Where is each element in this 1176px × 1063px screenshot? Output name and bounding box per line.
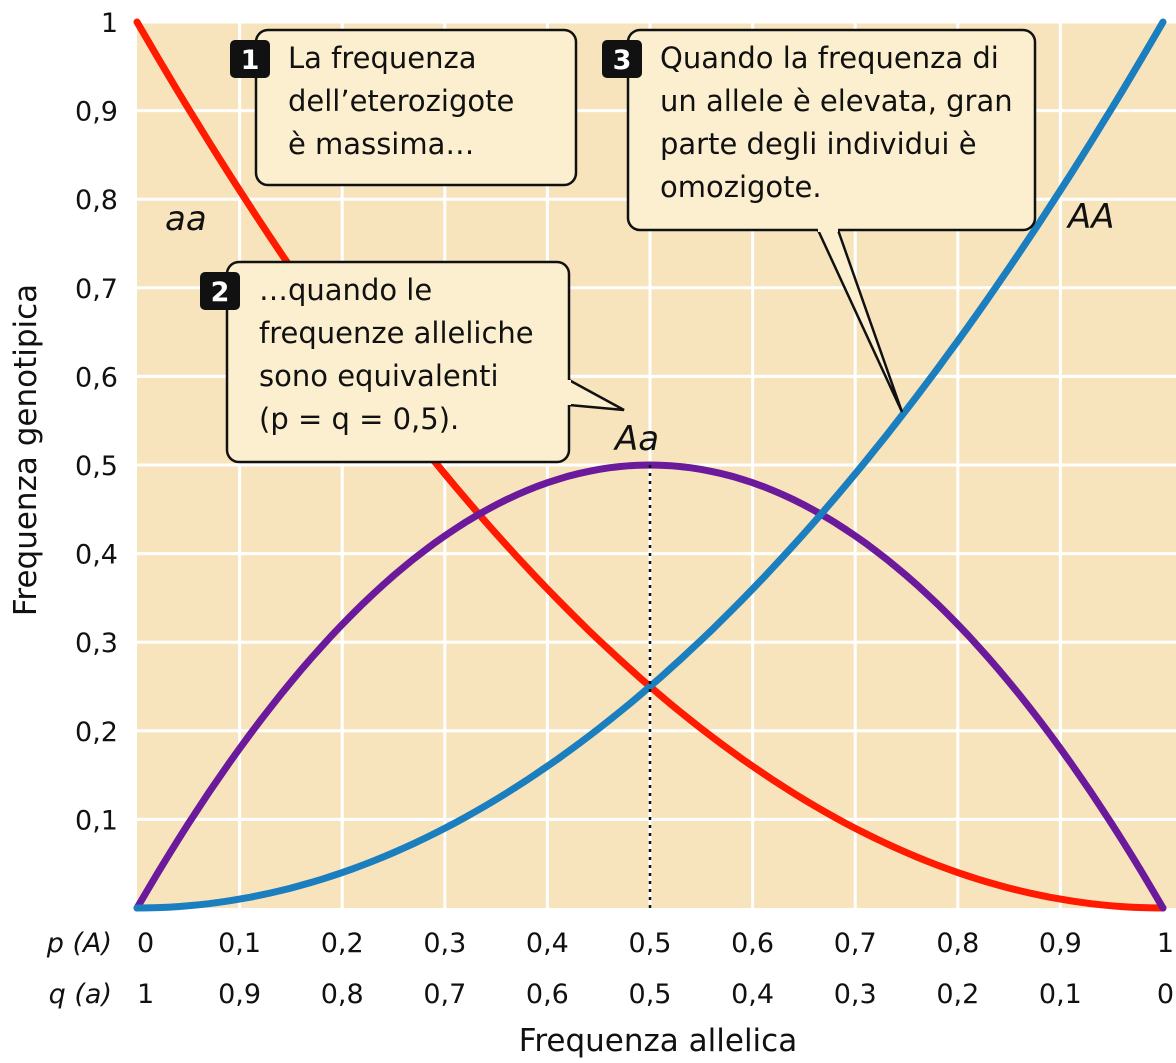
x-tick-label: 0,8 [320,979,364,1010]
y-tick-label: 0,2 [75,716,118,748]
curve-label-aa: aa [165,199,207,239]
x-tick-label: 0 [1156,979,1174,1010]
x-tick-label: 0,3 [833,979,877,1010]
x-tick-label: 0,1 [1038,979,1082,1010]
x-tick-label: 1 [137,979,155,1010]
callout-line: La frequenza [288,41,477,75]
y-tick-label: 0,5 [75,451,118,482]
x-tick-label: 0,2 [320,928,364,959]
x-tick-label: 0,2 [936,979,980,1010]
callout-line: frequenze alleliche [259,316,534,350]
y-tick-label: 0,7 [75,273,118,305]
y-tick-label: 0,9 [75,96,118,128]
x-tick-label: 0,3 [423,928,467,959]
callout-line: è massima… [288,127,475,161]
x-tick-label: 0,4 [525,928,569,959]
y-tick-label: 0,3 [75,628,118,660]
x-tick-label: 0,9 [1038,928,1082,959]
callout-line: …quando le [259,273,433,307]
callout-line: Quando la frequenza di [660,41,999,75]
x-tick-label: 0,1 [218,928,262,959]
x-tick-label: 0,7 [833,928,877,959]
callout-line: sono equivalenti [259,359,499,393]
x-tick-label: 1 [1156,928,1174,959]
callout-line: un allele è elevata, gran [660,84,1013,118]
x-row-name: q (a) [48,979,112,1010]
callout-line: (p = q = 0,5). [259,402,460,436]
x-row-name: p (A) [46,928,112,959]
callout-badge-number: 3 [612,45,632,76]
x-tick-label: 0,6 [731,928,775,959]
callout-line: omozigote. [660,170,822,204]
curve-label-Aa: Aa [615,419,660,459]
y-tick-labels [75,8,118,836]
x-tick-label: 0,7 [423,979,467,1010]
x-tick-label: 0,6 [525,979,569,1010]
callout-badge-number: 2 [210,277,230,308]
callout-2 [200,262,624,462]
x-tick-label: 0,9 [218,979,262,1010]
x-tick-labels [46,928,1174,1010]
y-tick-label: 0,8 [75,185,118,217]
callout-line: parte degli individui è [660,127,977,161]
callout-1 [230,30,576,185]
x-tick-label: 0 [137,928,155,959]
y-tick-label: 0,1 [75,805,118,837]
y-axis-title: Frequenza genotipica [8,283,44,617]
x-axis-title: Frequenza allelica [518,1023,798,1059]
x-tick-label: 0,5 [628,979,672,1010]
y-tick-label: 1 [100,8,118,39]
x-tick-label: 0,8 [936,928,980,959]
x-tick-label: 0,5 [628,928,672,959]
callout-badge-number: 1 [240,45,260,76]
y-tick-label: 0,6 [75,362,118,394]
callout-line: dell’eterozigote [288,84,515,118]
y-tick-label: 0,4 [75,539,118,571]
curve-label-AA: AA [1068,197,1115,237]
x-tick-label: 0,4 [731,979,775,1010]
